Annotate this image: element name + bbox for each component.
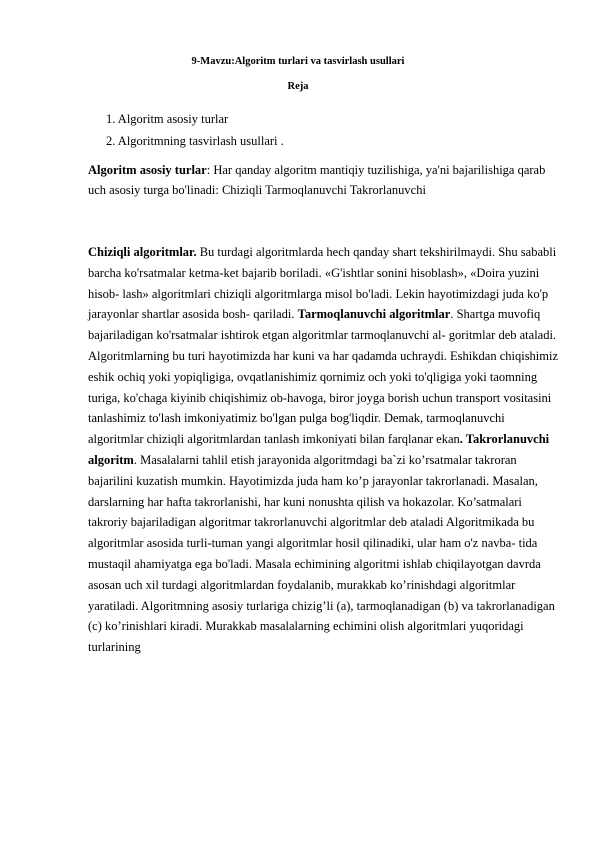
term-linear: Chiziqli algoritmlar. (88, 245, 197, 259)
paragraph-text: Bu turdagi algoritmlarda hech qanday shart tekshirilmaydi. Shu sababli barcha ko'rsatmalar ketma-ket bajarib boriladi. «G'ishtlar sonini hisoblash», «Doira yuzini hisob- lash» algoritmlari chiziqli algoritmlarga misol bo'ladi. Lekin hayotimizdagi juda ko'p jarayonlar shartlar asosida bosh- qariladi. (88, 245, 557, 322)
plan-item: 1. Algoritm asosiy turlar (106, 112, 229, 126)
paragraph-main-types (88, 160, 560, 201)
term-branching: Tarmoqlanuvchi algoritmlar (297, 307, 451, 322)
document-title: 9-Mavzu:Algoritm turlari va tasvirlash usullari (191, 56, 405, 67)
plan-list (106, 108, 284, 152)
paragraph-algorithm-kinds (88, 242, 560, 658)
paragraph-text: : Har qanday algoritm mantiqiy tuzilishiga, ya'ni bajarilishiga qarab uch asosiy turga bo'linadi: Chiziqli Tarmoqlanuvchi Takrorlanuvchi (88, 163, 546, 198)
plan-heading: Reja (287, 81, 309, 92)
paragraph-text: . Masalalarni tahlil etish jarayonida algoritmdagi ba`zi ko’rsatmalar takroran bajarilini kuzatish mumkin. Hayotimizda juda ham ko’p jarayonlar takrorlanadi. Masalan, darslarning har hafta takrorlanishi, har kuni nonushta qilish va hokazolar. Ko’satmalari takroriy bajariladigan algoritmar takrorlanuvchi algoritmlar deb ataladi Algoritmikada bu algoritmlar asosida turli-tuman yangi algoritmlar hosil qilinadiki, ular ham o'z navba- tida mustaqil ahamiyatga ega bo'ladi. Masala echimining algoritmi ishlab chiqilayotgan davrda asosan uch xil turdagi algoritmlardan foydalanib, murakkab ko’rinishdagi algoritmlar yaratiladi. Algoritmning asosiy turlariga chizig’li (a), tarmoqlanadigan (b) va takrorlanadigan (c) ko’rinishlari kiradi. Murakkab masalalarning echimini olish algoritmlari yuqoridagi turlarining (88, 452, 555, 655)
term-loop: . Takrorlanuvchi algoritm (88, 432, 550, 467)
term-main-types: Algoritm asosiy turlar (88, 163, 207, 177)
plan-item: 2. Algoritmning tasvirlash usullari . (106, 134, 284, 148)
paragraph-text: . Shartga muvofiq bajariladigan ko'rsatmalar ishtirok etgan algoritmlar tarmoqlanuvchi al- goritmlar deb ataladi. Algoritmlarning bu turi hayotimizda har kuni va har qadamda uchraydi. Eshikdan chiqishimiz eshik ochiq yoki yopiqligiga, ovqatlanishimiz qornimiz och yoki to'qligiga yoki taomning turiga, ko'chaga kiyinib chiqishimiz ob-havoga, biror joyga borish uchun transport vositasini tanlashimiz to'lash imkoniyatimiz bo'lgan pulga bog'liqdir. Demak, tarmoqlanuvchi algoritmlar chiziqli algoritmlardan tanlash imkoniyati bilan farqlanar ekan (88, 307, 559, 447)
